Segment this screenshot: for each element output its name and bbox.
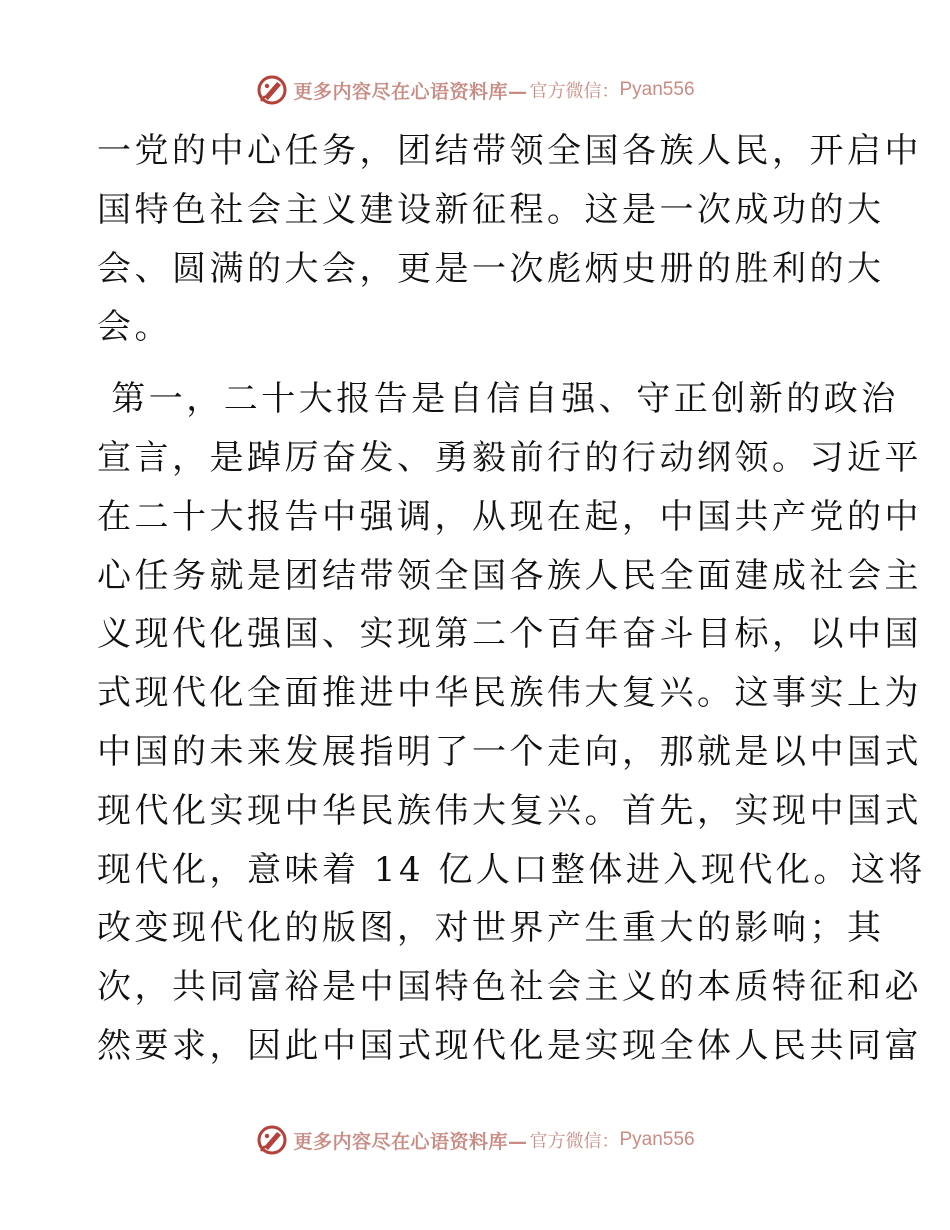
text-line: 现代化实现中华民族伟大复兴。首先，实现中国式 [97,790,922,831]
text-line: 国特色社会主义建设新征程。这是一次成功的大 [97,189,885,230]
text-line: 在二十大报告中强调，从现在起，中国共产党的中 [97,496,922,537]
text-line: 改变现代化的版图，对世界产生重大的影响；其 [97,908,885,949]
header-banner-text: 更多内容尽在心语资料库— [293,80,528,103]
text-line: 中国的未来发展指明了一个走向，那就是以中国式 [97,731,922,772]
header-wechat-label: 官方微信： [529,81,620,102]
footer-banner-text: 更多内容尽在心语资料库— [293,1130,528,1153]
brand-logo-icon [255,73,289,107]
header-wechat-id: Pyan556 [619,79,695,100]
brand-logo-icon [255,1123,289,1157]
text-line: 义现代化强国、实现第二个百年奋斗目标，以中国 [97,614,922,655]
footer-banner [0,1120,950,1160]
text-line: 式现代化全面推进中华民族伟大复兴。这事实上为 [97,673,922,714]
footer-wechat-id: Pyan556 [619,1129,695,1150]
text-line: 次，共同富裕是中国特色社会主义的本质特征和必 [97,967,922,1008]
text-line: 一党的中心任务，团结带领全国各族人民，开启中 [97,131,922,171]
text-line: 第一，二十大报告是自信自强、守正创新的政治 [97,379,899,420]
text-line: 宣言，是踔厉奋发、勇毅前行的行动纲领。习近平 [97,437,922,478]
text-line: 然要求，因此中国式现代化是实现全体人民共同富 [97,1025,922,1066]
text-line: 会、圆满的大会，更是一次彪炳史册的胜利的大 [97,248,885,289]
header-banner [0,70,950,110]
footer-wechat-label: 官方微信： [529,1131,620,1152]
paragraph-2 [97,370,926,1076]
paragraph-1 [97,122,922,357]
text-line: 现代化，意味着 14 亿人口整体进入现代化。这将 [97,849,926,890]
paragraph-spacer [97,357,857,370]
text-line: 会。 [97,307,172,348]
document-body [97,122,926,1076]
text-line: 心任务就是团结带领全国各族人民全面建成社会主 [97,555,922,596]
